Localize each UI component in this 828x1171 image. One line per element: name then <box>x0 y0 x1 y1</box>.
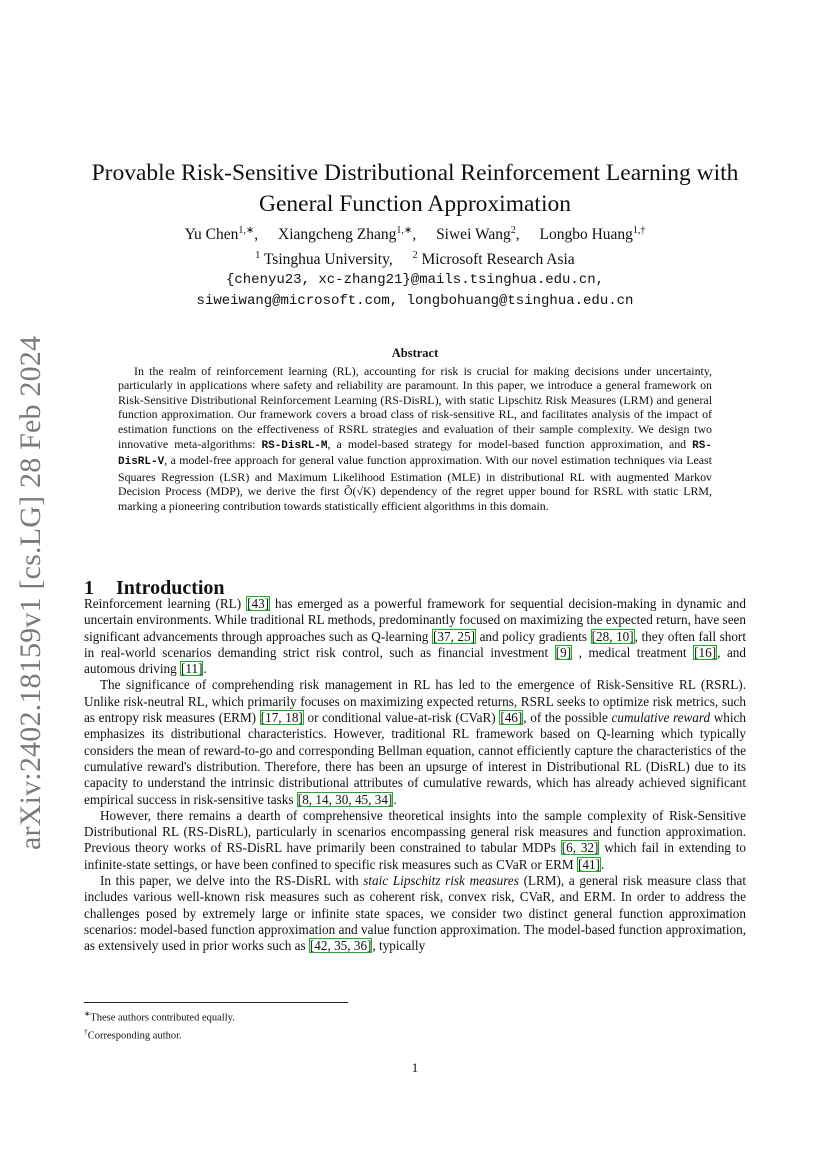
paragraph: In this paper, we delve into the RS-DisRL with staic Lipschitz risk measures (LRM), a general risk measure class that includes various well-known risk measures such as coherent risk, convex risk, CVaR, and ERM. In order to address the challenges posed by extremely large or infinite state spaces, we consider two distinct general function approximation scenarios: model-based function approximation and value function approximation. The model-based function approximation, as extensively used in prior works such as [42, 35, 36], typically <box>84 873 746 954</box>
citation[interactable]: [43] <box>247 596 270 611</box>
citation[interactable]: [11] <box>180 661 203 677</box>
citation[interactable]: [41] <box>577 856 600 872</box>
regret-bound: Õ(√K) <box>343 484 376 499</box>
section-title: Introduction <box>116 576 225 599</box>
citation[interactable]: [17, 18] <box>260 710 303 726</box>
citation[interactable]: [16] <box>694 644 717 660</box>
author-list <box>84 220 746 245</box>
footnote: †Corresponding author. <box>84 1026 182 1041</box>
paragraph: However, there remains a dearth of comprehensive theoretical insights into the sample complexity of Risk-Sensitive Distributional RL (RS-DisRL), particularly in scenarios encompassing general risk measures and function approximation. Previous theory works of RS-DisRL have primarily been constrained to tabular MDPs [6, 32] which fail in extending to infinite-state settings, or have been confined to specific risk measures such as CVaR or ERM [41]. <box>84 807 746 872</box>
citation[interactable]: [28, 10] <box>591 628 634 644</box>
citation[interactable]: [37, 25] <box>432 628 475 644</box>
abstract-heading: Abstract <box>391 346 439 360</box>
author-block <box>84 220 746 312</box>
algorithm-name: RS-DisRL-M <box>261 439 328 452</box>
abstract <box>118 346 712 514</box>
email-siwei[interactable]: siweiwang@microsoft.com, <box>196 293 399 310</box>
footnotes <box>84 1002 746 1042</box>
algorithm-name: RS-DisRL-V <box>118 439 712 469</box>
affiliation: $^1$ Tsinghua University, <box>255 250 393 269</box>
author: Yu Chen$^{1,∗}$, <box>184 225 259 244</box>
section-number: 1 <box>84 576 94 599</box>
email-longbo[interactable]: longbohuang@tsinghua.edu.cn <box>406 293 634 310</box>
title-line-2: General Function Approximation <box>259 190 571 217</box>
paragraph: The significance of comprehending risk management in RL has led to the emergence of Risk-Sensitive RL (RSRL). Unlike risk-neutral RL, which primarily focuses on maximizing expected returns, RSRL seeks to optimize risk metrics, such as entropy risk measures (ERM) [17, 18] or conditional value-at-risk (CVaR) [46], of the possible cumulative reward which emphasizes its distributional characteristics. However, traditional RL framework based on Q-learning which typically considers the mean of reward-to-go and corresponding Bellman equation, cannot efficiently capture the characteristics of the cumulative reward's distribution. Therefore, there has been an upsurge of interest in Distributional RL (DisRL) due to its capacity to understand the intrinsic distributional attributes of cumulative rewards, which has already achieved significant empirical success in risk-sensitive tasks [8, 14, 30, 45, 34]. <box>84 677 746 807</box>
affiliation-list <box>84 245 746 270</box>
abstract-text: In the realm of reinforcement learning (RL), accounting for risk is crucial for making decisions under uncertainty, particularly in applications where safety and reliability are paramount. In this paper, we introduce a general framework on Risk-Sensitive Distributional Reinforcement Learning (RS-DisRL), with static Lipschitz Risk Measures (LRM) and general function approximation. Our framework covers a broad class of risk-sensitive RL, and facilitates analysis of the impact of estimation functions on the effectiveness of RSRL strategies and evaluation of their sample complexity. We design two innovative meta-algorithms: RS-DisRL-M, a model-based strategy for model-based function approximation, and RS-DisRL-V, a model-free approach for general value function approximation. With our novel estimation techniques via Least Squares Regression (LSR) and Maximum Likelihood Estimation (MLE) in distributional RL with augmented Markov Decision Process (MDP), we derive the first Õ(√K) dependency of the regret upper bound for RSRL with static LRM, marking a pioneering contribution towards statistically efficient algorithms in this domain. <box>118 363 712 513</box>
citation[interactable]: [46] <box>500 710 523 726</box>
author: Longbo Huang$^{1,\dagger}$ <box>539 225 646 244</box>
citation[interactable]: [42, 35, 36] <box>309 938 372 954</box>
paper-title <box>84 158 746 220</box>
citation[interactable]: [6, 32] <box>561 840 599 856</box>
page-number: 1 <box>411 1060 419 1075</box>
arxiv-stamp: arXiv:2402.18159v1 [cs.LG] 28 Feb 2024 <box>14 335 47 850</box>
email-line-2 <box>84 291 746 312</box>
citation[interactable]: [8, 14, 30, 45, 34] <box>297 791 393 807</box>
emphasis: staic Lipschitz risk measures <box>363 873 519 889</box>
author: Siwei Wang$^2$, <box>436 225 520 244</box>
author: Xiangcheng Zhang$^{1,∗}$, <box>278 225 417 244</box>
title-line-1: Provable Risk-Sensitive Distributional Reinforcement Learning with <box>91 159 739 186</box>
citation[interactable]: [9] <box>555 644 572 660</box>
section-body <box>84 596 746 955</box>
affiliation: $^2$ Microsoft Research Asia <box>412 250 575 269</box>
emphasis: cumulative reward <box>611 710 711 726</box>
footnote-rule <box>84 1002 348 1003</box>
footnote: ∗These authors contributed equally. <box>84 1009 235 1024</box>
paragraph: Reinforcement learning (RL) [43] has emerged as a powerful framework for sequential decision-making in dynamic and uncertain environments. While traditional RL methods, predominantly focused on maximizing the expected return, have seen significant advancements through approaches such as Q-learning [37, 25] and policy gradients [28, 10], they often fall short in real-world scenarios demanding strict risk control, such as financial investment [9] , medical treatment [16], and automous driving [11]. <box>84 596 746 677</box>
email-line-1[interactable]: {chenyu23, xc-zhang21}@mails.tsinghua.edu.cn, <box>225 272 605 289</box>
